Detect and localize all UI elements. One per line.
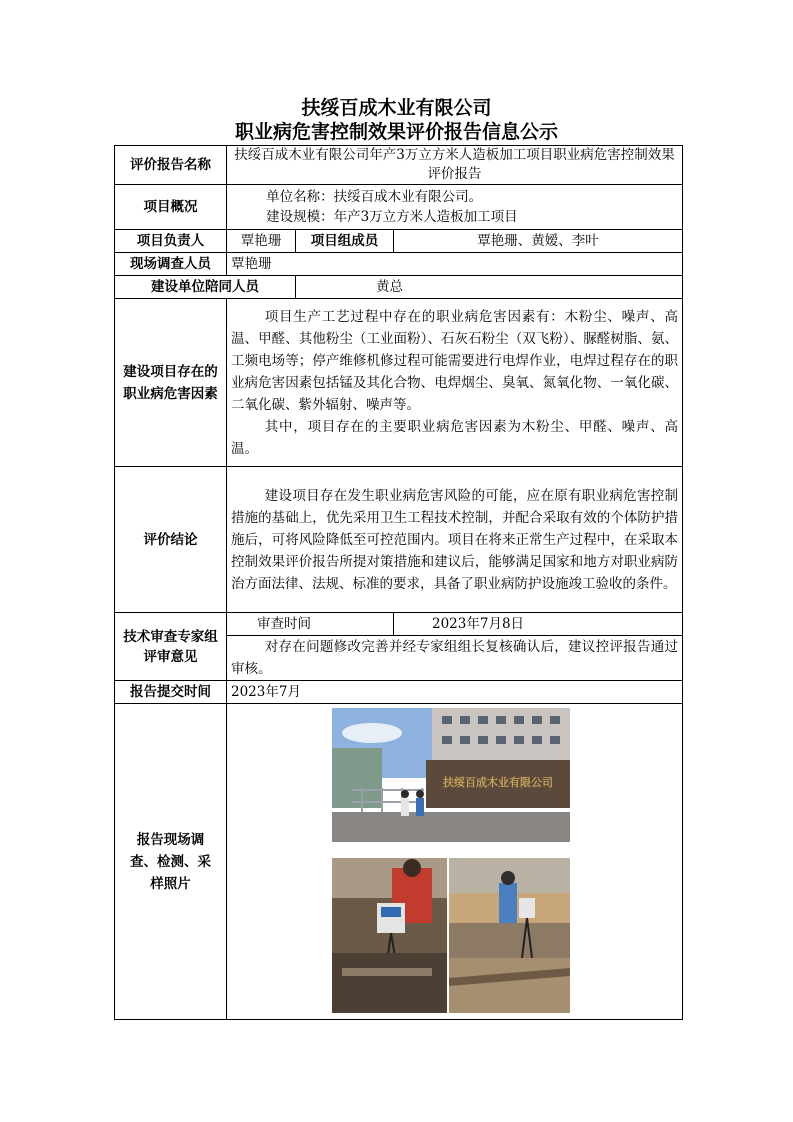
sampling-photo-right xyxy=(449,858,570,1013)
photos-cell xyxy=(227,704,683,1020)
investigators-label: 现场调查人员 xyxy=(115,253,227,276)
hazards-paragraph-2: 其中，项目存在的主要职业病危害因素为木粉尘、甲醛、噪声、高温。 xyxy=(231,418,679,457)
review-label-line2: 评审意见 xyxy=(143,648,198,665)
site-entrance-photo xyxy=(332,708,570,842)
sampling-photo-left xyxy=(332,858,447,1013)
row-hazards xyxy=(115,299,683,467)
document-title: 扶绥百成木业有限公司 xyxy=(301,97,492,119)
leader-label: 项目负责人 xyxy=(115,230,227,253)
row-overview xyxy=(115,185,683,230)
row-leader xyxy=(115,230,683,253)
review-time-value: 2023年7月8日 xyxy=(394,613,683,636)
row-escort xyxy=(115,276,683,299)
submit-label: 报告提交时间 xyxy=(115,681,227,704)
overview-unit-name: 单位名称：扶绥百成木业有限公司。 xyxy=(266,189,483,205)
row-report-name xyxy=(115,146,683,185)
review-time-label: 审查时间 xyxy=(227,613,394,636)
row-submit xyxy=(115,681,683,704)
review-label xyxy=(115,613,227,681)
row-review-time xyxy=(115,613,683,636)
conclusion-label: 评价结论 xyxy=(115,467,227,613)
row-investigators xyxy=(115,253,683,276)
overview-scale: 建设规模：年产3万立方米人造板加工项目 xyxy=(266,209,518,225)
members-value: 覃艳珊、黄嫒、李叶 xyxy=(394,230,683,253)
investigators-value: 覃艳珊 xyxy=(227,253,683,276)
overview-label: 项目概况 xyxy=(115,185,227,230)
conclusion-text: 建设项目存在发生职业病危害风险的可能，应在原有职业病危害控制措施的基础上，优先采用卫生工程技术控制，并配合采取有效的个体防护措施后，可将风险降低至可控范围内。项目在将来正常生产过程中，在采取本控制效果评价报告所提对策措施和建议后，能够满足国家和地方对职业病防治方面法律、法规、标准的要求，具备了职业病防护设施竣工验收的条件。 xyxy=(227,467,683,613)
hazards-label: 建设项目存在的职业病危害因素 xyxy=(115,299,227,467)
hazards-paragraph-1: 项目生产工艺过程中存在的职业病危害因素有：木粉尘、噪声、高温、甲醛、其他粉尘（工业面粉）、石灰石粉尘（双飞粉）、脲醛树脂、氨、工频电场等；停产维修机修过程可能需要进行电焊作业，电焊过程存在的职业病危害因素包括锰及其化合物、电焊烟尘、臭氧、氮氧化物、一氧化碳、二氧化碳、紫外辐射、噪声等。 xyxy=(231,308,679,413)
review-label-line1: 技术审查专家组 xyxy=(123,628,218,645)
leader-value: 覃艳珊 xyxy=(227,230,296,253)
escort-value: 黄总 xyxy=(296,276,683,299)
submit-value: 2023年7月 xyxy=(227,681,683,704)
report-name-value: 扶绥百成木业有限公司年产3万立方米人造板加工项目职业病危害控制效果评价报告 xyxy=(227,146,683,185)
document-subtitle: 职业病危害控制效果评价报告信息公示 xyxy=(234,121,558,143)
row-photos xyxy=(115,704,683,1020)
row-conclusion xyxy=(115,467,683,613)
escort-label: 建设单位陪同人员 xyxy=(115,276,296,299)
photos-label: 报告现场调查、检测、采样照片 xyxy=(115,704,227,1020)
review-opinion: 对存在问题修改完善并经专家组组长复核确认后，建议控评报告通过审核。 xyxy=(227,636,683,681)
info-table xyxy=(114,145,683,1020)
report-name-label: 评价报告名称 xyxy=(115,146,227,185)
members-label: 项目组成员 xyxy=(296,230,394,253)
entrance-sign-text: 扶绥百成木业有限公司 xyxy=(443,776,553,789)
